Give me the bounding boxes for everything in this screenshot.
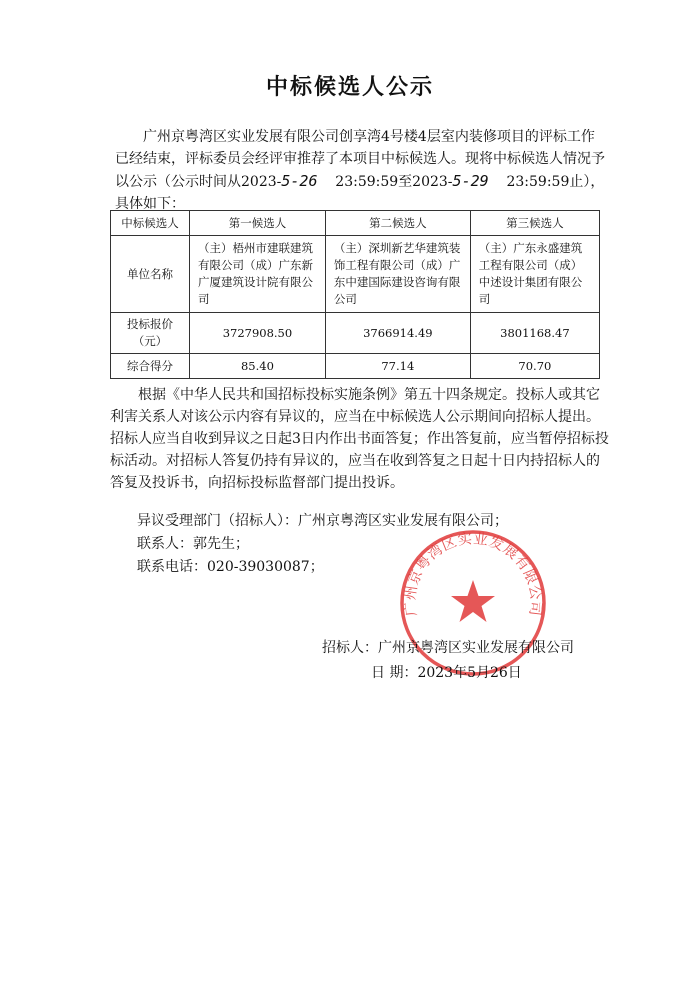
intro-text-3: 23:59:59止），具体如下： [115,174,605,212]
handwritten-start-date: 5-26 [281,172,318,190]
row-label: 单位名称 [111,236,190,313]
company-name-cell: （主）广东永盛建筑工程有限公司（成）中述设计集团有限公司 [470,236,599,313]
rules-paragraph: 根据《中华人民共和国招标投标实施条例》第五十四条规定。投标人或其它利害关系人对该公示内容有异议的，应当在中标候选人公示期间向招标人提出。招标人应当自收到异议之日起3日内作出书面答复；作出答复前，应当暂停招标投标活动。对招标人答复仍持有异议的，应当在收到答复之日起十日内持招标人的答复及投诉书，向招标投标监督部门提出投诉。 [110,387,609,491]
contact-person: 联系人：郭先生； [137,536,249,552]
handwritten-end-date: 5-29 [452,172,489,190]
header-cell: 中标候选人 [111,211,190,236]
table-row [111,354,600,379]
contact-phone: 联系电话：020-39030087； [137,559,324,575]
signature-date: 日 期：2023年5月26日 [371,665,522,681]
header-cell: 第三候选人 [470,211,599,236]
company-name-cell: （主）梧州市建联建筑有限公司（成）广东新广厦建筑设计院有限公司 [190,236,326,313]
score-cell: 85.40 [190,354,326,379]
seal-text: 广州京粤湾区实业发展有限公司 [402,531,544,618]
company-name-cell: （主）深圳新艺华建筑装饰工程有限公司（成）广东中建国际建设咨询有限公司 [325,236,470,313]
objection-dept: 异议受理部门（招标人）：广州京粤湾区实业发展有限公司； [137,513,508,529]
price-cell: 3801168.47 [470,313,599,354]
table-row [111,236,600,313]
table-header-row [111,211,600,236]
candidates-table [110,210,600,379]
intro-text-2: 23:59:59至2023- [335,174,453,190]
svg-text:广州京粤湾区实业发展有限公司 [402,530,545,617]
price-cell: 3766914.49 [325,313,470,354]
page-title: 中标候选人公示 [265,75,434,100]
score-cell: 70.70 [470,354,599,379]
header-cell: 第二候选人 [325,211,470,236]
intro-text-1: 广州京粤湾区实业发展有限公司创享湾4号楼4层室内装修项目的评标工作已经结束，评标委员会经评审推荐了本项目中标候选人。现将中标候选人情况予以公示（公示时间从2023- [115,129,605,190]
row-label: 综合得分 [111,354,190,379]
price-cell: 3727908.50 [190,313,326,354]
header-cell: 第一候选人 [190,211,326,236]
row-label: 投标报价（元） [111,313,190,354]
table-row [111,313,600,354]
tenderer-signature: 招标人：广州京粤湾区实业发展有限公司 [322,640,574,656]
score-cell: 77.14 [325,354,470,379]
intro-paragraph [115,126,605,215]
